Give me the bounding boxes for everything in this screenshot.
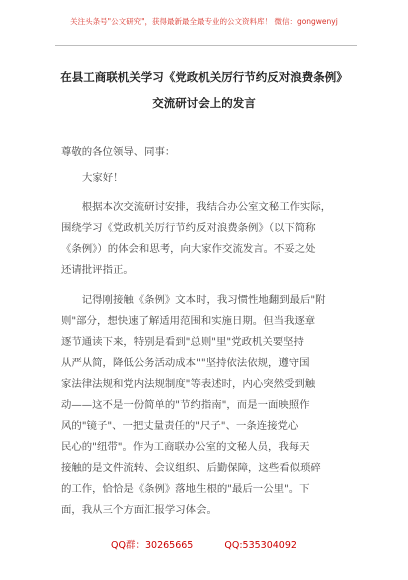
paragraph-line: 根据本次交流研讨安排，我结合办公室文秘工作实际， [61,201,332,213]
paragraph-line: 《条例》）的体会和思考，向大家作交流发言。不妥之处 [61,243,316,255]
paragraph-line: 围绕学习《党政机关厉行节约反对浪费条例》（以下简称 [61,222,316,234]
paragraph-line: 则"部分，想快速了解适用范围和实施日期。但当我逐章 [61,315,316,327]
qq-group: QQ群：30265665 [111,540,194,551]
greeting: 大家好！ [82,172,124,184]
paragraph-line: 还请批评指正。 [61,264,134,276]
document-title-line-2: 交流研讨会上的发言 [152,96,256,110]
paragraph-line: 接触的是文件流转、会议组织、后勤保障，这些看似琐碎 [61,462,321,474]
promo-header: 关注头条号"公文研究"，获得最新最全最专业的公文资料库！ 微信：gongwenyj [70,17,338,26]
paragraph-line: 的工作，恰恰是《条例》落地生根的"最后一公里"。下 [61,483,310,495]
header-divider [55,45,357,46]
paragraph-1 [61,197,353,281]
paragraph-line: 逐节通读下来，特别是看到"总则"里"党政机关要坚持 [61,336,304,348]
paragraph-line: 风的"镜子"、一把丈量责任的"尺子"、一条连接党心 [61,420,299,432]
salutation: 尊敬的各位领导、同事： [61,146,176,158]
qq-number: QQ:535304092 [224,540,297,551]
paragraph-line: 从严从简，降低公务活动成本""坚持依法依规，遵守国 [61,357,310,369]
paragraph-line: 面，我从三个方面汇报学习体会。 [61,504,217,516]
paragraph-line: 家法律法规和党内法规制度"等表述时，内心突然受到触 [61,378,316,390]
paragraph-line: 记得刚接触《条例》文本时，我习惯性地翻到最后"附 [61,294,326,306]
paragraph-line: 动——这不是一份简单的"节约指南"，而是一面映照作 [61,399,310,411]
document-title-line-1: 在县工商联机关学习《党政机关厉行节约反对浪费条例》 [60,70,348,84]
contact-footer [0,537,408,551]
paragraph-2 [61,290,353,521]
paragraph-line: 民心的"纽带"。作为工商联办公室的文秘人员，我每天 [61,441,310,453]
